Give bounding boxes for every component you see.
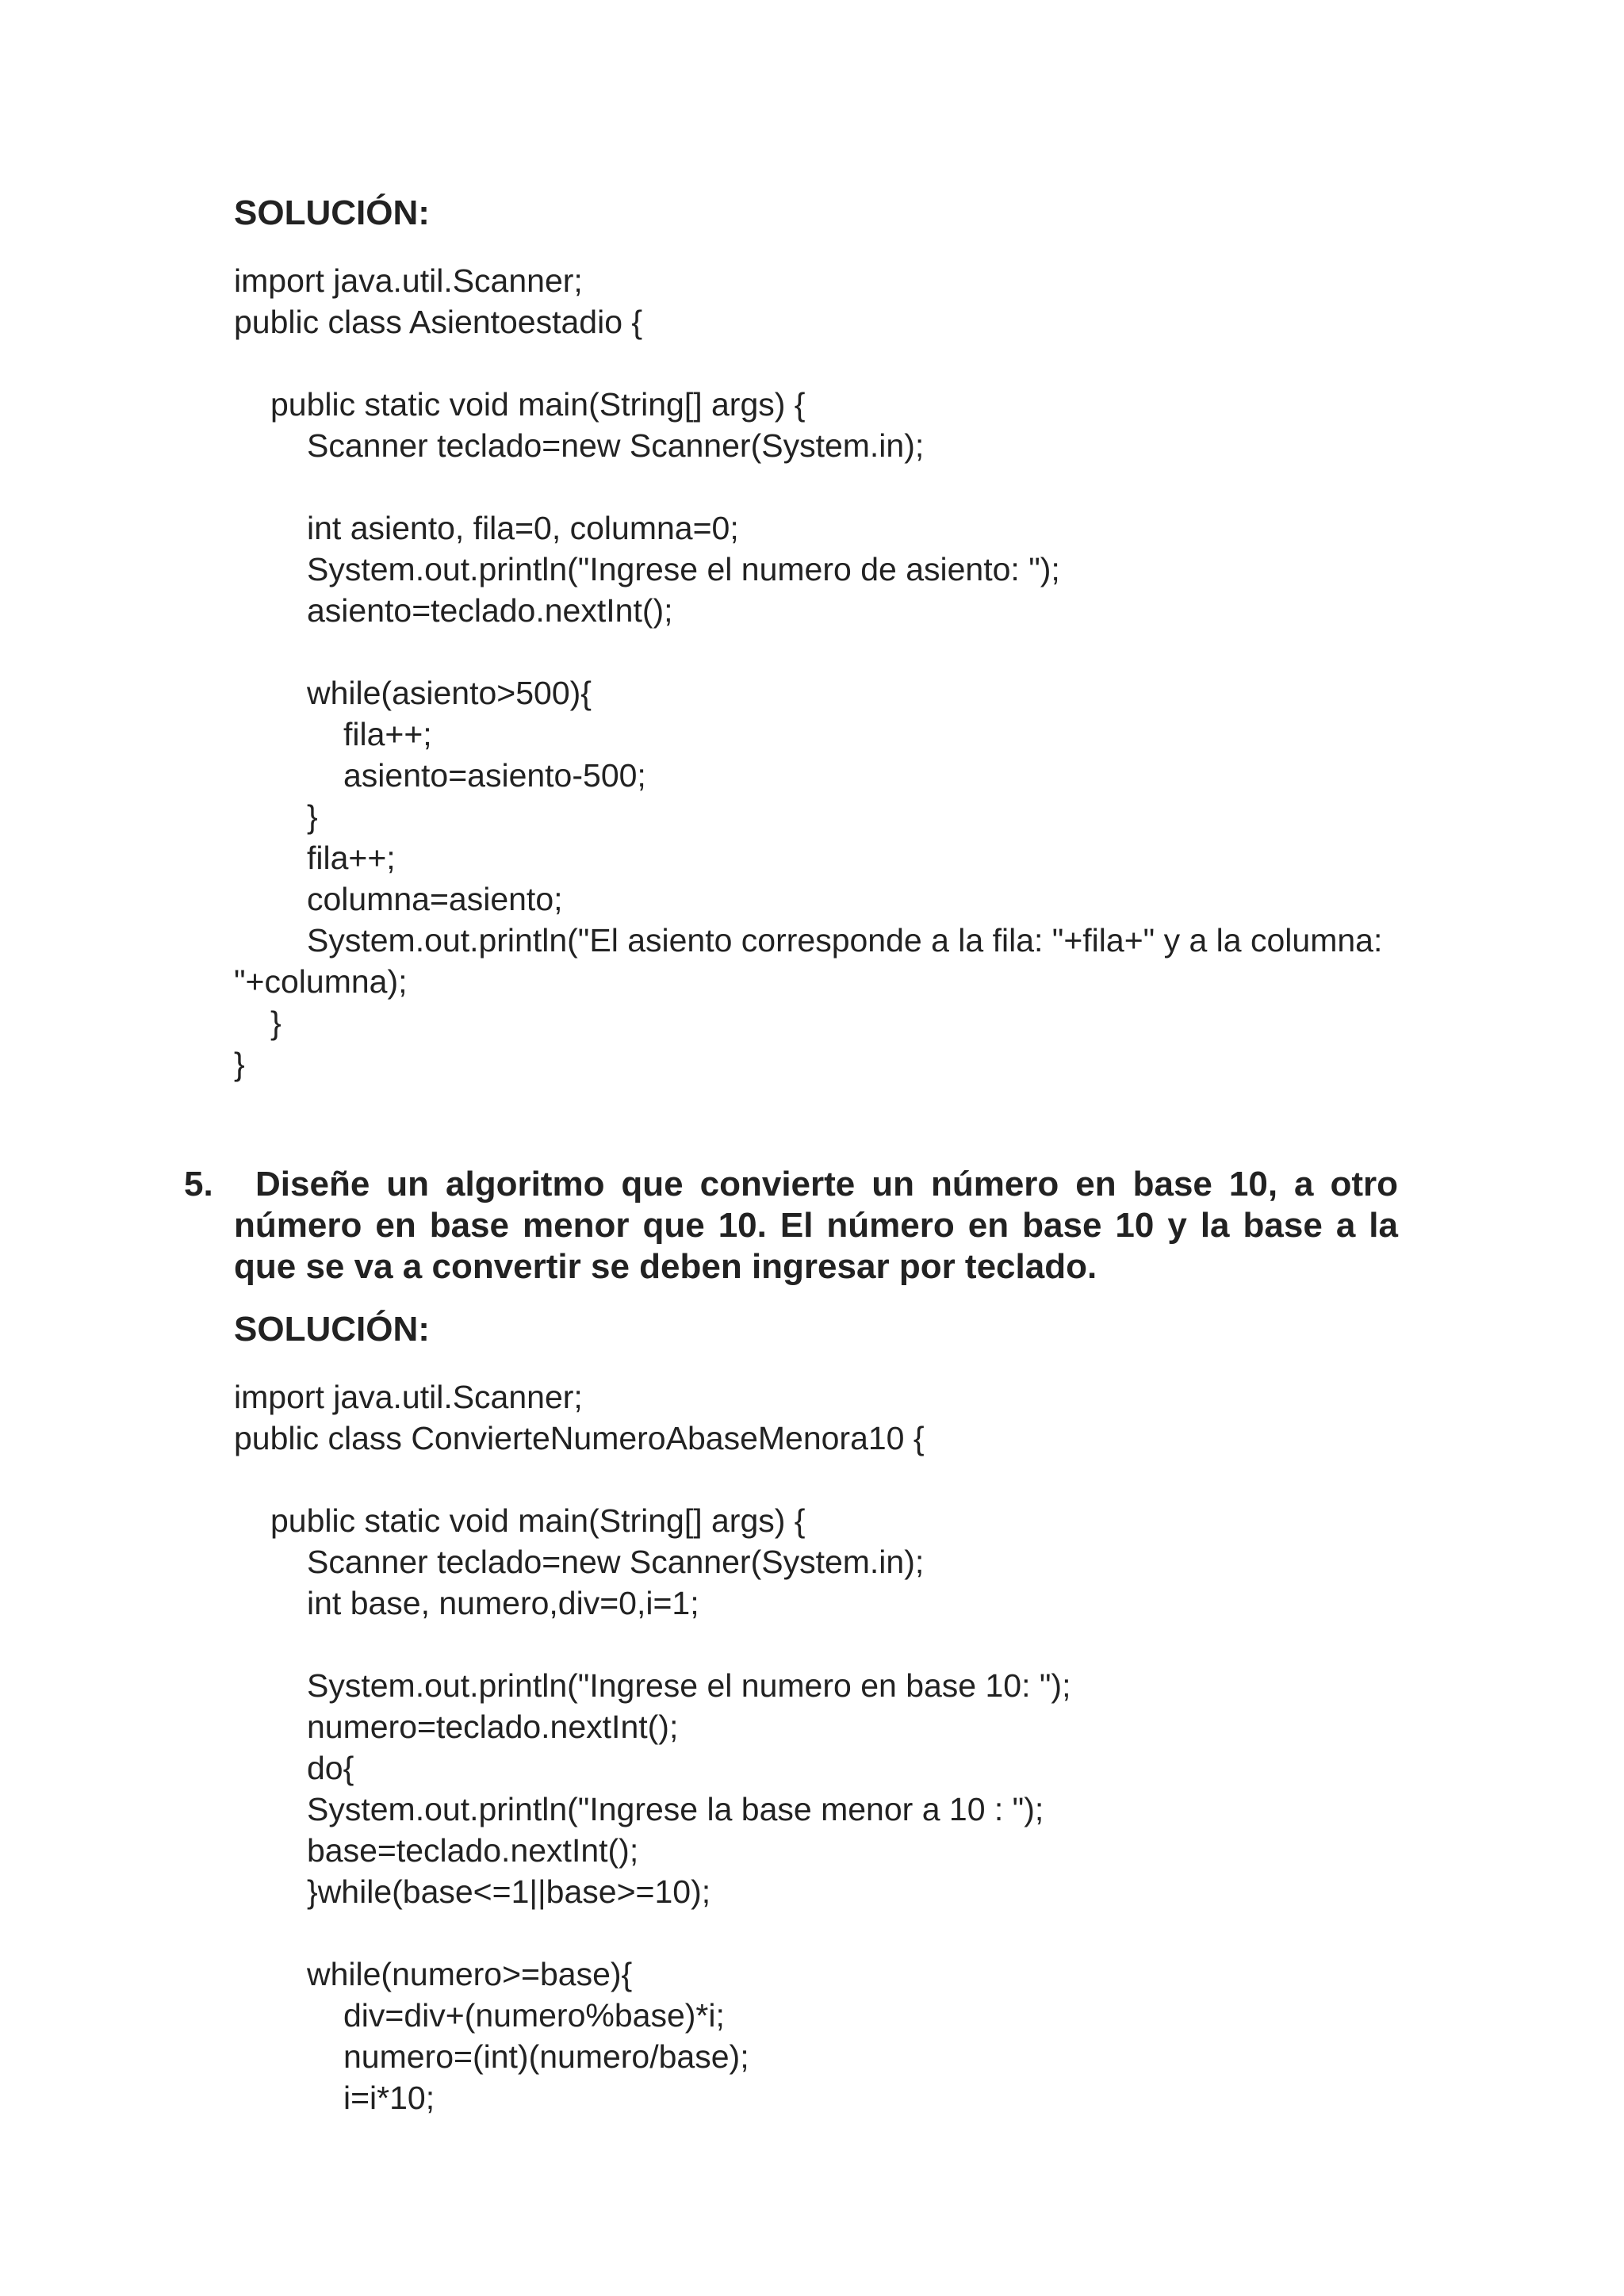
code-line: Scanner teclado=new Scanner(System.in); xyxy=(307,1544,925,1580)
code-line: base=teclado.nextInt(); xyxy=(307,1832,639,1869)
code-line: import java.util.Scanner; xyxy=(234,262,583,299)
code-line: "+columna); xyxy=(234,963,408,1000)
code-line: } xyxy=(270,1004,282,1041)
code-line: public class ConvierteNumeroAbaseMenora10 { xyxy=(234,1420,925,1456)
code-line: System.out.println("Ingrese la base menor a 10 : "); xyxy=(307,1791,1044,1827)
problem-number: 5. xyxy=(184,1165,213,1203)
code-line: div=div+(numero%base)*i; xyxy=(343,1997,725,2034)
code-line: public static void main(String[] args) { xyxy=(270,386,806,423)
code-line: int asiento, fila=0, columna=0; xyxy=(307,510,739,546)
code-line: numero=teclado.nextInt(); xyxy=(307,1709,679,1745)
code-line: do{ xyxy=(307,1750,354,1786)
problem-text-line: Diseñe un algoritmo que convierte un número en base 10, a otro xyxy=(255,1165,1398,1203)
code-line: }while(base<=1||base>=10); xyxy=(307,1873,711,1910)
code-line: } xyxy=(307,798,318,835)
code-line: asiento=asiento-500; xyxy=(343,757,646,794)
code-line: asiento=teclado.nextInt(); xyxy=(307,592,673,629)
code-line: System.out.println("Ingrese el numero de asiento: "); xyxy=(307,551,1060,587)
solution-heading: SOLUCIÓN: xyxy=(234,1310,430,1349)
code-line: numero=(int)(numero/base); xyxy=(343,2038,749,2075)
code-line: fila++; xyxy=(343,716,432,752)
code-line: int base, numero,div=0,i=1; xyxy=(307,1585,699,1621)
code-line: i=i*10; xyxy=(343,2080,435,2116)
code-line: Scanner teclado=new Scanner(System.in); xyxy=(307,427,925,464)
code-line: System.out.println("El asiento corresponde a la fila: "+fila+" y a la columna: xyxy=(307,922,1383,959)
code-line: public class Asientoestadio { xyxy=(234,304,643,340)
code-line: import java.util.Scanner; xyxy=(234,1379,583,1415)
code-line: fila++; xyxy=(307,840,396,876)
problem-text-line: que se va a convertir se deben ingresar por teclado. xyxy=(234,1247,1097,1286)
problem-text-line: número en base menor que 10. El número en base 10 y la base a la xyxy=(234,1206,1398,1245)
code-line: } xyxy=(234,1046,245,1082)
code-line: columna=asiento; xyxy=(307,881,563,917)
code-line: while(asiento>500){ xyxy=(307,675,592,711)
solution-heading: SOLUCIÓN: xyxy=(234,193,430,232)
code-line: public static void main(String[] args) { xyxy=(270,1502,806,1539)
code-line: System.out.println("Ingrese el numero en base 10: "); xyxy=(307,1667,1071,1704)
code-line: while(numero>=base){ xyxy=(307,1956,633,1992)
